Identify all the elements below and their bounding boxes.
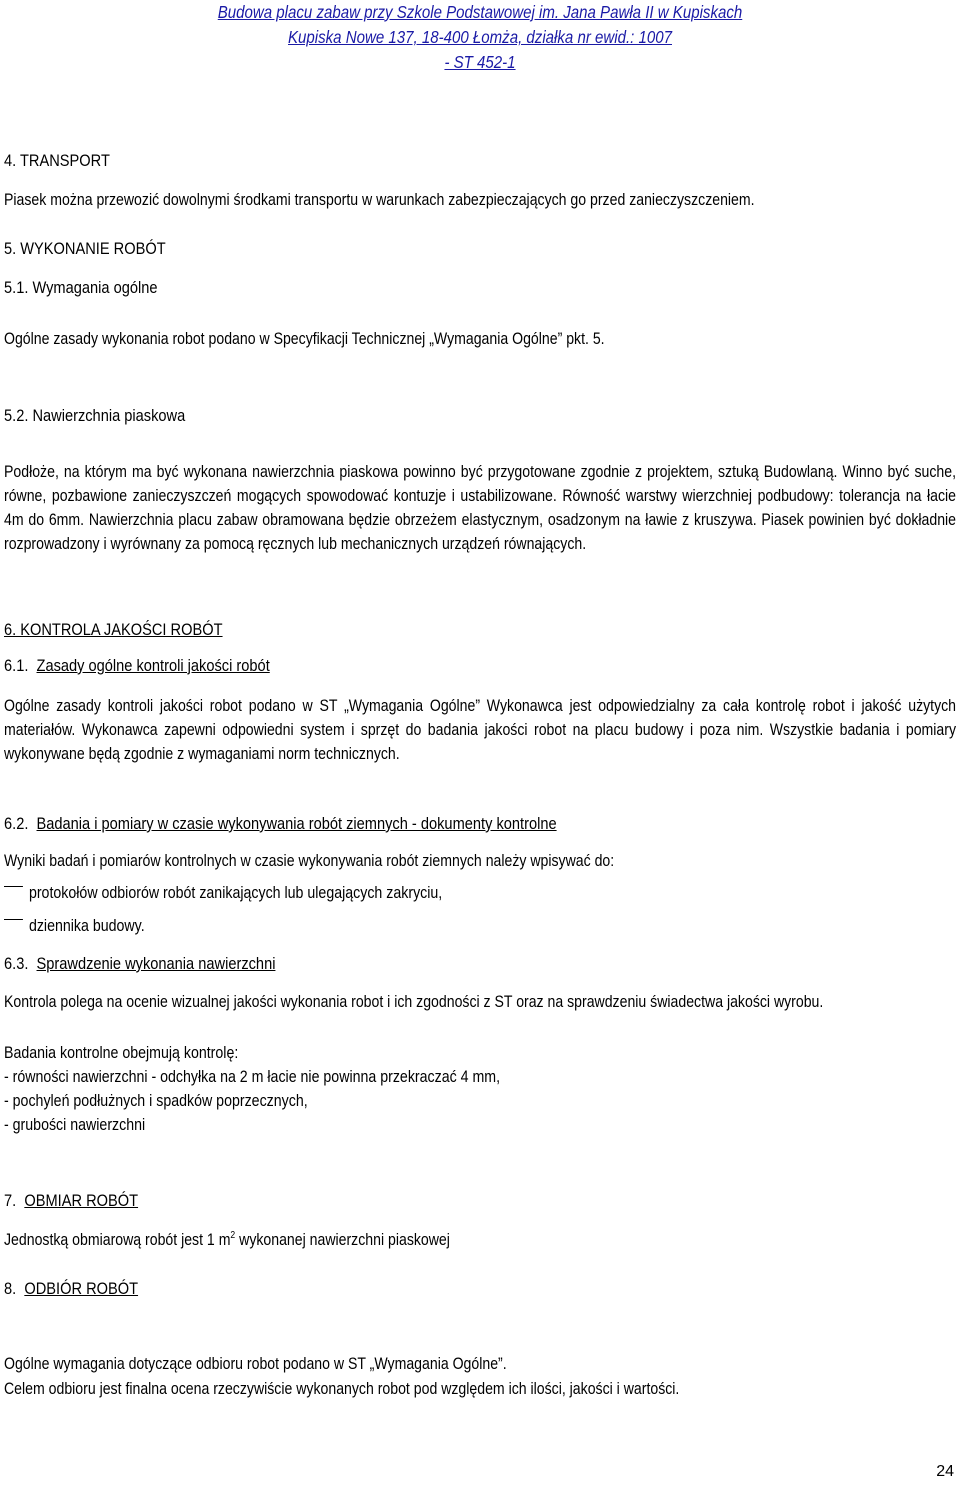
section-5-2-text — [4, 460, 956, 556]
checklist-line: - grubości nawierzchni — [4, 1116, 146, 1134]
section-6-2-title: Badania i pomiary w czasie wykonywania robót ziemnych - dokumenty kontrolne — [36, 814, 557, 833]
section-5-1-heading: 5.1. Wymagania ogólne — [4, 278, 158, 297]
section-5-heading: 5. WYKONANIE ROBÓT — [4, 239, 166, 258]
section-8-line-1: Ogólne wymagania dotyczące odbioru robot podano w ST „Wymagania Ogólne”. — [4, 1355, 507, 1373]
section-5-2-heading: 5.2. Nawierzchnia piaskowa — [4, 406, 186, 425]
superscript-exponent: 2 — [230, 1230, 236, 1241]
section-4-heading: 4. TRANSPORT — [4, 151, 110, 170]
document-page — [4, 0, 956, 1493]
section-7-heading — [4, 1189, 823, 1213]
checklist-line: Badania kontrolne obejmują kontrolę: — [4, 1044, 239, 1062]
list-item-text: dziennika budowy. — [28, 917, 145, 935]
section-6-1-paragraph: Ogólne zasady kontroli jakości robot podano w ST „Wymagania Ogólne” Wykonawca jest odpowiedzialny za cała kontrolę robot i jakość użytych materiałów. Wykonawca zapewni odpowiedni system i sprzęt do badania jakości robot na placu budowy i poza nim. Wszystkie badania i pomiary wykonywane będą zgodnie z wymaganiami norm technicznych. — [4, 697, 957, 763]
section-6-1-heading — [4, 654, 823, 678]
section-6-1-text — [4, 694, 956, 766]
section-6-3-heading — [4, 952, 823, 976]
section-7-text-rest: wykonanej nawierzchni piaskowej — [235, 1231, 450, 1249]
checklist-line: - pochyleń podłużnych i spadków poprzecznych, — [4, 1092, 308, 1110]
section-6-1-number: 6.1. — [4, 656, 29, 675]
dash-bullet-icon — [4, 907, 29, 931]
section-8-heading — [4, 1277, 823, 1301]
dash-bullet-icon — [4, 874, 29, 898]
header-line-1: Budowa placu zabaw przy Szkole Podstawowej im. Jana Pawła II w Kupiskach — [217, 2, 743, 22]
section-7-number: 7. — [4, 1191, 17, 1210]
header-line-2: Kupiska Nowe 137, 18-400 Łomża, działka nr ewid.: 1007 — [287, 27, 672, 47]
section-8-number: 8. — [4, 1279, 17, 1298]
section-7-title: OBMIAR ROBÓT — [24, 1191, 139, 1210]
section-6-3-paragraph: Kontrola polega na ocenie wizualnej jakości wykonania robot i ich zgodności z ST oraz na sprawdzeniu świadectwa jakości wyrobu. — [4, 993, 824, 1011]
section-6-1-title: Zasady ogólne kontroli jakości robót — [36, 656, 270, 675]
page-number: 24 — [936, 1463, 954, 1480]
section-6-heading-text: 6. KONTROLA JAKOŚCI ROBÓT — [4, 620, 223, 639]
checklist-line: - równości nawierzchni - odchyłka na 2 m łacie nie powinna przekraczać 4 mm, — [4, 1068, 501, 1086]
section-6-2-heading — [4, 812, 823, 836]
header-line-3: - ST 452-1 — [444, 52, 516, 72]
list-item — [4, 907, 823, 938]
section-6-2-number: 6.2. — [4, 814, 29, 833]
section-6-3-number: 6.3. — [4, 954, 29, 973]
section-6-3-text — [4, 990, 956, 1014]
section-6-2-list — [4, 874, 823, 938]
section-5-1-text: Ogólne zasady wykonania robot podano w Specyfikacji Technicznej „Wymagania Ogólne” pkt. 5. — [4, 330, 605, 348]
section-5-2-paragraph: Podłoże, na którym ma być wykonana nawierzchnia piaskowa powinno być przygotowane zgodnie z projektem, sztuką Budowlaną. Winno być suche, równe, pozbawione zanieczyszczeń mogących spowodować kontuzje i ustabilizowane. Równość warstwy wierzchniej podbudowy: tolerancja na łacie 4m do 6mm. Nawierzchnia placu zabaw obramowana będzie obrzeżem elastycznym, osadzonym na ławie z kruszywa. Piasek powinien być dokładnie rozprowadzony i wyrównany za pomocą ręcznych lub mechanicznych urządzeń równających. — [4, 463, 957, 553]
section-6-heading — [4, 618, 823, 642]
list-item — [4, 874, 823, 905]
section-8-line-2: Celem odbioru jest finalna ocena rzeczywiście wykonanych robot pod względem ich ilości, jakości i wartości. — [4, 1380, 680, 1398]
section-8-title: ODBIÓR ROBÓT — [24, 1279, 139, 1298]
section-4-text: Piasek można przewozić dowolnymi środkami transportu w warunkach zabezpieczających go przed zanieczyszczeniem. — [4, 191, 755, 209]
section-6-3-checklist — [4, 1041, 823, 1137]
section-7-text-main: Jednostką obmiarową robót jest 1 m — [4, 1231, 231, 1249]
section-6-3-title: Sprawdzenie wykonania nawierzchni — [36, 954, 276, 973]
list-item-text: protokołów odbiorów robót zanikających lub ulegających zakryciu, — [28, 884, 443, 902]
section-7-text — [4, 1228, 823, 1252]
section-6-2-intro: Wyniki badań i pomiarów kontrolnych w czasie wykonywania robót ziemnych należy wpisywać do: — [4, 852, 615, 870]
page-header — [4, 0, 956, 75]
